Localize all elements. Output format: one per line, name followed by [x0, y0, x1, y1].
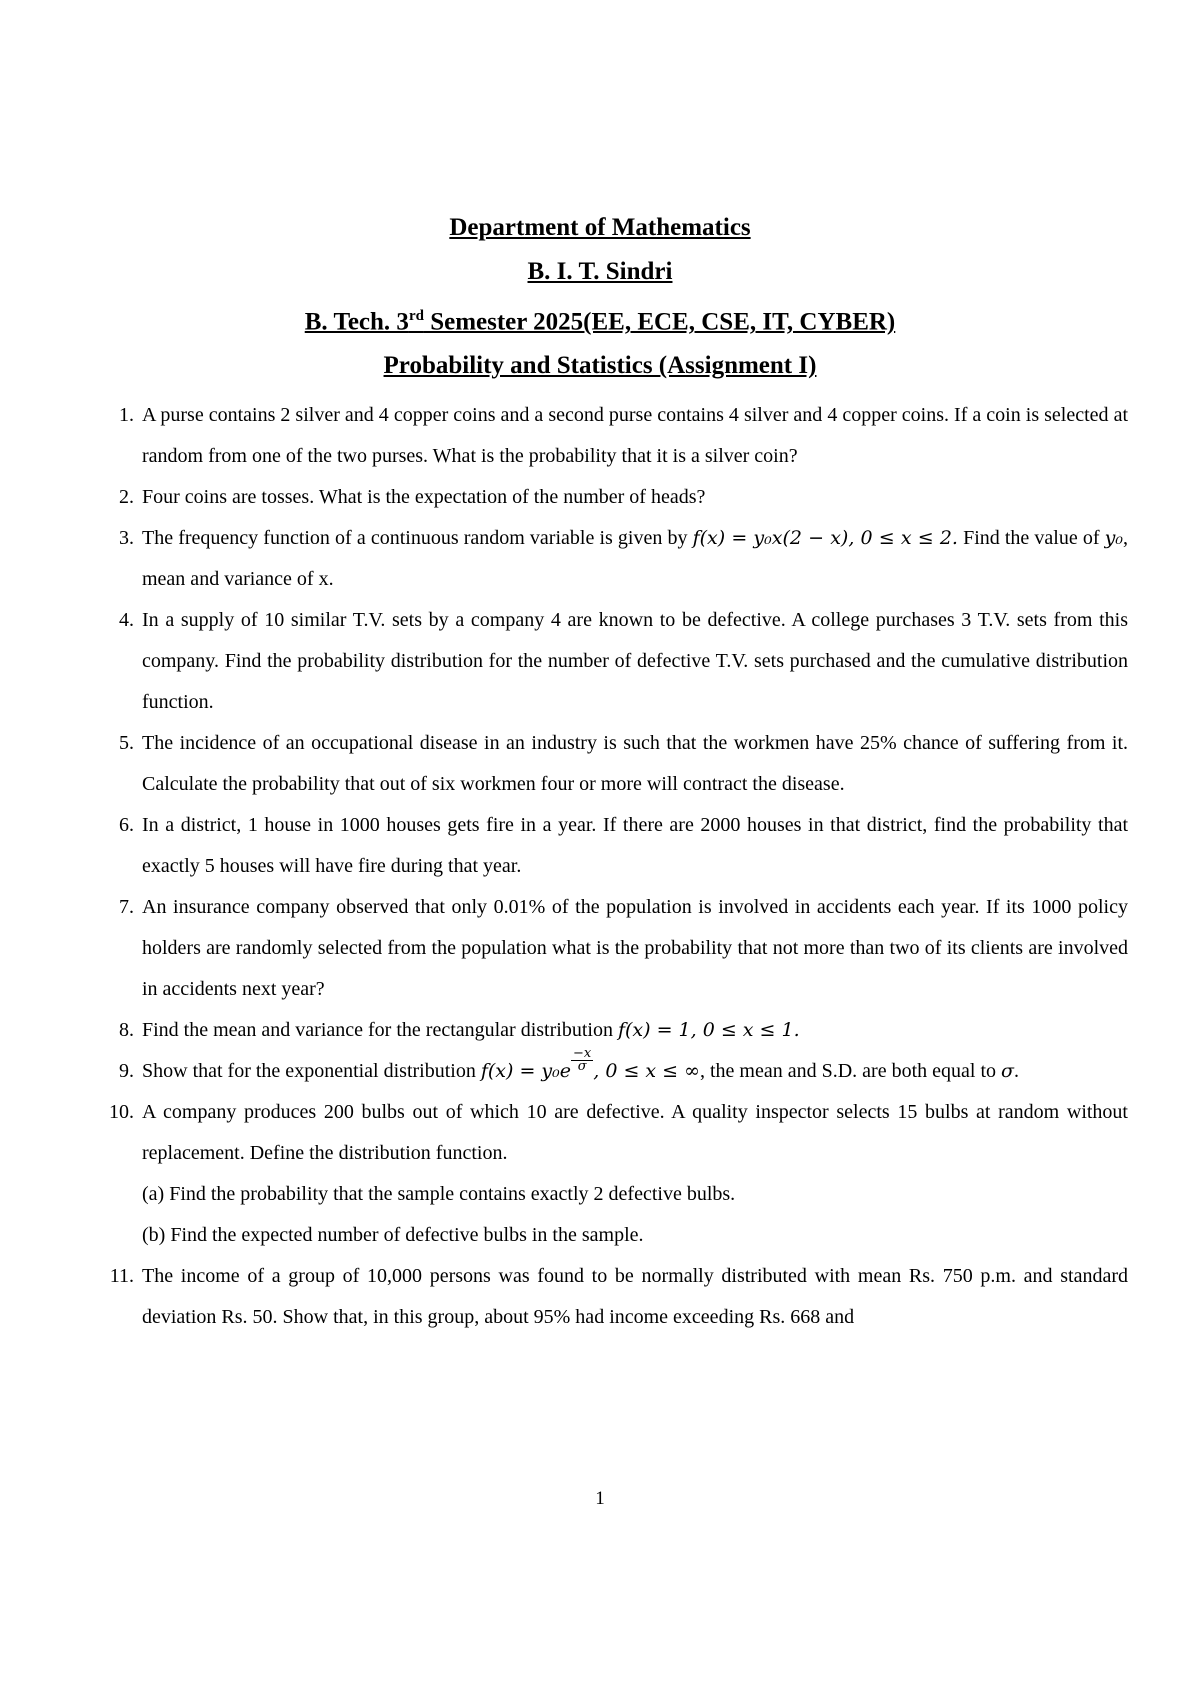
question-text: In a district, 1 house in 1000 houses gets fire in a year. If there are 2000 houses in that district, find the probability that exactly 5 houses will have fire during that year.: [142, 814, 1128, 877]
question-number: 10.: [109, 1101, 134, 1123]
question-1: [98, 395, 1128, 477]
question-number: 8.: [119, 1019, 134, 1041]
course-suffix: Semester 2025(EE, ECE, CSE, IT, CYBER): [423, 308, 896, 336]
question-3: [98, 518, 1128, 600]
question-number: 6.: [119, 814, 134, 836]
question-text: , the mean and S.D. are both equal to: [699, 1060, 1002, 1082]
question-8: [98, 1010, 1128, 1051]
question-number: 5.: [119, 732, 134, 754]
question-2: [98, 477, 1128, 518]
document-header: [0, 206, 1200, 388]
question-number: 11.: [109, 1265, 134, 1287]
question-list: [98, 395, 1128, 1338]
exponent-numerator: −x: [573, 1045, 592, 1061]
question-text: Show that for the exponential distribution: [142, 1060, 481, 1082]
course-title: [0, 294, 1200, 344]
question-text: A company produces 200 bulbs out of which 10 are defective. A quality inspector selects 15 bulbs at random without replacement. Define the distribution function.: [142, 1101, 1128, 1164]
question-text: .: [1014, 1060, 1019, 1082]
math-expression: y₀: [1104, 527, 1123, 549]
question-text: Four coins are tosses. What is the expectation of the number of heads?: [142, 486, 706, 508]
math-expression: f(x) = y₀e: [480, 1060, 572, 1082]
math-expression: f(x) = y₀x(2 − x), 0 ≤ x ≤ 2.: [692, 527, 958, 549]
math-expression: σ: [1001, 1060, 1014, 1082]
question-number: 4.: [119, 609, 134, 631]
math-expression: , 0 ≤ x ≤ ∞: [593, 1060, 700, 1082]
question-text: The incidence of an occupational disease in an industry is such that the workmen have 25% chance of suffering from it. Calculate the probability that out of six workmen four or more will contract the disease.: [142, 732, 1128, 795]
department-title: Department of Mathematics: [449, 214, 751, 241]
question-number: 2.: [119, 486, 134, 508]
question-11: [98, 1256, 1128, 1338]
question-text: In a supply of 10 similar T.V. sets by a company 4 are known to be defective. A college purchases 3 T.V. sets from this company. Find the probability distribution for the number of defective T.V. sets purchased and the cumulative distribution function.: [142, 609, 1128, 713]
question-text: Find the mean and variance for the rectangular distribution: [142, 1019, 618, 1041]
question-number: 3.: [119, 527, 134, 549]
institute-title: B. I. T. Sindri: [527, 258, 673, 285]
question-10: [98, 1092, 1128, 1256]
question-number: 7.: [119, 896, 134, 918]
question-6: [98, 805, 1128, 887]
question-9: [98, 1045, 1128, 1092]
question-4: [98, 600, 1128, 723]
page-number: 1: [595, 1488, 605, 1509]
question-text: An insurance company observed that only 0.01% of the population is involved in accidents each year. If its 1000 policy holders are randomly selected from the population what is the probability that not more than two of its clients are involved in accidents next year?: [142, 896, 1128, 1000]
question-text: Find the value of: [957, 527, 1105, 549]
course-superscript: rd: [408, 308, 424, 324]
question-number: 9.: [119, 1060, 134, 1082]
exponent-denominator: σ: [577, 1058, 587, 1074]
question-number: 1.: [119, 404, 134, 426]
question-5: [98, 723, 1128, 805]
question-7: [98, 887, 1128, 1010]
question-text: The income of a group of 10,000 persons was found to be normally distributed with mean Rs. 750 p.m. and standard deviation Rs. 50. Show that, in this group, about 95% had income exceeding Rs. 668 and: [142, 1265, 1128, 1328]
math-expression: f(x) = 1, 0 ≤ x ≤ 1.: [617, 1019, 800, 1041]
exponent-fraction: [571, 1045, 593, 1074]
sub-question-b: (b) Find the expected number of defective bulbs in the sample.: [142, 1224, 644, 1246]
question-text: A purse contains 2 silver and 4 copper coins and a second purse contains 4 silver and 4 copper coins. If a coin is selected at random from one of the two purses. What is the probability that it is a silver coin?: [142, 404, 1128, 467]
question-text: The frequency function of a continuous random variable is given by: [142, 527, 693, 549]
course-prefix: B. Tech. 3: [304, 308, 409, 336]
assignment-title: Probability and Statistics (Assignment I): [383, 352, 817, 380]
question-text: , mean and variance of x.: [142, 527, 1128, 590]
sub-question-a: (a) Find the probability that the sample contains exactly 2 defective bulbs.: [142, 1183, 736, 1205]
